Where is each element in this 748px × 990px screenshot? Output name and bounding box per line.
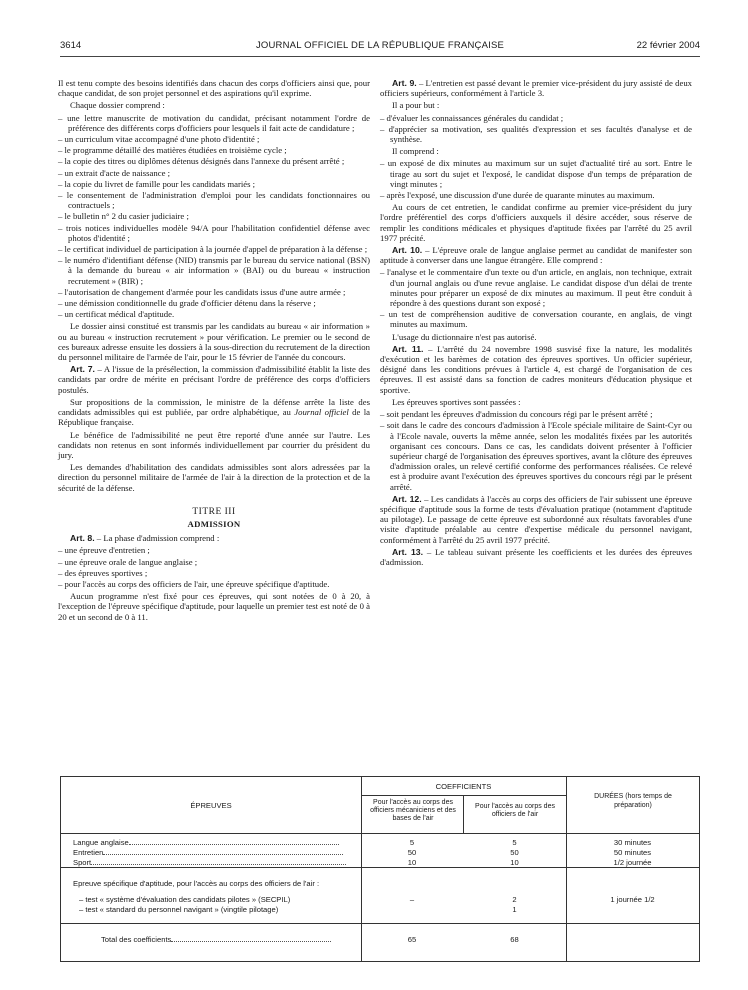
paragraph: Le bénéfice de l'admissibilité ne peut être reporté d'une année sur l'autre. Les candidats non retenus en sont informés individuellement par courrier du président du jury. [58, 429, 370, 460]
leader-dots [91, 864, 346, 865]
table-divider [463, 795, 464, 833]
text-run-italic: Journal officiel [294, 407, 349, 418]
total-row [101, 935, 358, 945]
article-label: Art. 11. [392, 343, 424, 354]
table-row-label [73, 858, 358, 868]
dossier-list [58, 113, 370, 320]
coefficients-table [60, 776, 700, 962]
list-item: – d'apprécier sa motivation, ses qualités d'expression et ses facultés d'analyse et de synthèse. [380, 124, 692, 144]
article-text: – L'arrêté du 24 novembre 1998 susvisé fixe la nature, les modalités d'exécution et les barèmes de cotation des épreuves sportives. Un officier supérieur, désigné dans les conditions prévues à l'article 4, est chargé de l'organisation de ces épreuves. Il est assisté dans sa fonction de cadres moniteurs d'éducation physique et sportive. [380, 343, 692, 395]
coef2-value: 5 [512, 838, 517, 847]
article-label: Art. 10. [392, 245, 423, 256]
article-label: Art. 7. [70, 364, 95, 375]
table-divider [361, 795, 566, 796]
column-header-durees: DURÉES (hors temps de préparation) [594, 793, 672, 809]
article-10 [380, 245, 692, 265]
english-list [380, 267, 692, 329]
leader-dots [103, 854, 343, 855]
right-column [380, 78, 692, 569]
list-item: – un curriculum vitae accompagné d'une photo d'identité ; [58, 134, 370, 144]
article-text: – L'épreuve orale de langue anglaise permet au candidat de manifester son aptitude à converser dans une langue étrangère. Elle comprend : [380, 245, 692, 266]
list-item: – l'analyse et le commentaire d'un texte ou d'un article, en anglais, non technique, extrait d'un journal anglais ou d'une revue anglaise. Le candidat dispose d'un délai de trente minutes pour préparer un exposé de dix minutes au maximum. Il peut être conduit à répondre à des questions durant son exposé ; [380, 267, 692, 308]
list-item: – une épreuve d'entretien ; [58, 545, 370, 555]
test-vingtile-label: – test « standard du personnel navigant » (vingtile pilotage) [79, 905, 279, 914]
list-item: – un extrait d'acte de naissance ; [58, 168, 370, 178]
text-run: de la République française. [58, 407, 370, 428]
article-7 [58, 364, 370, 395]
page-header [60, 40, 700, 54]
publication-date: 22 février 2004 [636, 40, 700, 51]
total-label: Total des coefficients [101, 935, 172, 944]
coef2-value: 10 [510, 858, 519, 867]
list-item: – un exposé de dix minutes au maximum sur un sujet d'actualité tiré au sort. Entre le tirage au sort du sujet et l'exposé, le candidat dispose d'un temps de préparation de vingt minutes ; [380, 158, 692, 189]
article-13 [380, 547, 692, 567]
article-8 [58, 533, 370, 543]
table-divider [361, 777, 362, 961]
test2-coef2-value: 1 [512, 905, 517, 914]
row-label: Langue anglaise [73, 838, 129, 847]
duration-value: 30 minutes [613, 838, 652, 847]
article-label: Art. 12. [392, 493, 422, 504]
column-header-coef-air: Pour l'accès au corps des officiers de l'air [475, 803, 555, 818]
article-text: – A l'issue de la présélection, la commission d'admissibilité établit la liste des candidats par ordre de mérite en précisant l'ordre de préférence des corps d'officiers postulés. [58, 364, 371, 395]
article-text: – La phase d'admission comprend : [96, 533, 220, 544]
list-item: – un certificat médical d'aptitude. [58, 309, 370, 319]
goals-list [380, 113, 692, 145]
list-item: – soit pendant les épreuves d'admission du concours régi par le présent arrêté ; [380, 409, 692, 419]
total-coef2-value: 68 [510, 935, 519, 944]
list-item: – trois notices individuelles modèle 94/A pour l'habilitation confidentiel défense avec photos d'identité ; [58, 223, 370, 243]
article-12 [380, 494, 692, 545]
section-title: TITRE III [192, 506, 236, 517]
article-label: Art. 13. [392, 546, 424, 557]
list-item: – après l'exposé, une discussion d'une durée de quarante minutes au maximum. [380, 190, 692, 200]
row-label: Entretien [73, 848, 104, 857]
list-item: – le certificat individuel de participation à la journée d'appel de préparation à la défense ; [58, 244, 370, 254]
journal-title: JOURNAL OFFICIEL DE LA RÉPUBLIQUE FRANÇAISE [255, 40, 505, 51]
column-header-epreuves: ÉPREUVES [190, 801, 232, 810]
paragraph [58, 397, 370, 428]
list-item: – des épreuves sportives ; [58, 568, 370, 578]
test-coef1-value: – [409, 895, 415, 904]
duration-value: 1/2 journée [613, 858, 652, 867]
list-item: – la copie du livret de famille pour les candidats mariés ; [58, 179, 370, 189]
article-text: – Le tableau suivant présente les coefficients et les durées des épreuves d'admission. [380, 546, 693, 567]
test-duration-value: 1 journée 1/2 [610, 895, 655, 904]
paragraph: Les demandes d'habilitation des candidats admissibles sont alors adressées par la direction du personnel militaire de l'armée de l'air à la direction de la protection et de la sécurité de la défense. [58, 462, 370, 493]
list-item: – une démission conditionnelle du grade d'officier détenu dans la réserve ; [58, 298, 370, 308]
article-text: – L'entretien est passé devant le premier vice-président du jury assisté de deux officiers supérieurs, conformément à l'article 3. [380, 78, 693, 99]
article-label: Art. 9. [392, 78, 417, 88]
coef1-value: 10 [407, 858, 417, 867]
column-header-coef-mecaniciens: Pour l'accès au corps des officiers mécaniciens et des bases de l'air [370, 799, 456, 822]
table-row-label [73, 838, 358, 848]
list-item: – le programme détaillé des matières étudiées en troisième cycle ; [58, 145, 370, 155]
duration-value: 50 minutes [613, 848, 652, 857]
table-divider [61, 923, 699, 924]
contents-list [380, 158, 692, 200]
test1-coef2-value: 2 [512, 895, 517, 904]
article-text: – Les candidats à l'accès au corps des officiers de l'air subissent une épreuve spécifique d'aptitude sous la forme de tests d'évaluation pratique (notamment d'aptitude au pilotage). Le passage de cette épreuve est subordonné aux résultats favorables d'une visite d'aptitude préalable au centre d'expertise médicale du personnel navigant, conformément à l'arrêté du 25 avril 1977 précité. [380, 493, 693, 545]
coef1-value: 50 [407, 848, 417, 857]
specifique-label: Epreuve spécifique d'aptitude, pour l'accès au corps des officiers de l'air : [73, 879, 320, 888]
coef2-value: 50 [510, 848, 519, 857]
section-subtitle: ADMISSION [187, 518, 241, 529]
coef1-value: 5 [409, 838, 415, 847]
list-item: – une épreuve orale de langue anglaise ; [58, 557, 370, 567]
list-item: – le consentement de l'administration d'emploi pour les candidats fonctionnaires ou contractuels ; [58, 190, 370, 210]
table-row-label [73, 848, 358, 858]
list-item: – pour l'accès au corps des officiers de l'air, une épreuve spécifique d'aptitude. [58, 579, 370, 589]
list-item: – le numéro d'identifiant défense (NID) transmis par le bureau du service national (BSN) à la demande du bureau « air information » (BAI) ou du bureau « instruction recrutement » (BIR) ; [58, 255, 370, 286]
row-label: Sport [73, 858, 92, 867]
paragraph: Chaque dossier comprend : [70, 100, 165, 111]
paragraph: Le dossier ainsi constitué est transmis par les candidats au bureau « air information » ou au bureau « instruction recrutement » pour vérification. Le premier ou le second de ces bureaux adresse ensuite les dossiers à la sous-direction du recrutement de la direction du personnel militaire de l'armée de l'air, pour le 15 février de l'année du concours. [58, 321, 370, 363]
test-secpil-label: – test « système d'évaluation des candidats pilotes » (SECPIL) [79, 895, 291, 904]
leader-dots [171, 941, 331, 942]
article-9 [380, 78, 692, 98]
paragraph: Aucun programme n'est fixé pour ces épreuves, qui sont notées de 0 à 20, à l'exception de l'épreuve spécifique d'aptitude, pour laquelle un premier test est noté de 0 à 20 et un second de 0 à 11. [58, 591, 370, 622]
paragraph: Il est tenu compte des besoins identifiés dans chacun des corps d'officiers ainsi que, pour chaque candidat, de son projet personnel et des aspirations qu'il exprime. [58, 78, 370, 99]
paragraph: L'usage du dictionnaire n'est pas autorisé. [392, 331, 537, 342]
table-divider [566, 777, 567, 961]
total-coef1-value: 65 [407, 935, 417, 944]
list-item: – une lettre manuscrite de motivation du candidat, précisant notamment l'ordre de préférence des différents corps d'officiers pour lesquels il fait acte de candidature ; [58, 113, 370, 133]
paragraph: Les épreuves sportives sont passées : [392, 396, 521, 407]
article-11 [380, 344, 692, 395]
table-divider [61, 833, 699, 834]
list-item: – soit dans le cadre des concours d'admission à l'Ecole spéciale militaire de Saint-Cyr ou à l'Ecole navale, ouverts la même année, selon les modalités fixées par les autorités organisant ces concours. Dans ce cas, les candidats doivent présenter à l'officier supérieur chargé de l'organisation des épreuves sportives, avant la clôture des épreuves d'admission orales, un relevé certifié conforme des performances réalisées. Ce relevé est à produire avant l'exécution des épreuves sportives du concours régi par le présent arrêté. [380, 420, 692, 491]
paragraph: Il a pour but : [392, 100, 440, 111]
list-item: – le bulletin n° 2 du casier judiciaire ; [58, 211, 370, 221]
list-item: – d'évaluer les connaissances générales du candidat ; [380, 113, 692, 123]
leader-dots [129, 844, 339, 845]
article-label: Art. 8. [70, 533, 95, 544]
header-rule [60, 56, 700, 57]
list-item: – la copie des titres ou diplômes détenus désignés dans l'annexe du présent arrêté ; [58, 156, 370, 166]
paragraph: Il comprend : [392, 146, 439, 157]
list-item: – l'autorisation de changement d'armée pour les candidats issus d'une autre armée ; [58, 287, 370, 297]
column-header-coefficients: COEFFICIENTS [435, 782, 492, 791]
list-item: – un test de compréhension auditive de conversation courante, en anglais, de vingt minutes au maximum. [380, 309, 692, 329]
left-column [58, 78, 370, 624]
text-run: Sur propositions de la commission, le ministre de la défense arrête la liste des candidats admissibles qui est publiée, par ordre alphabétique, au [58, 396, 370, 418]
sports-list [380, 409, 692, 492]
admission-list [58, 545, 370, 589]
page-number: 3614 [60, 40, 82, 51]
paragraph: Au cours de cet entretien, le candidat confirme au premier vice-président du jury l'ordre préférentiel des corps d'officiers auxquels il désire accéder, sous réserve de remplir les conditions médicales et physiques d'aptitude fixées par l'arrêté du 25 avril 1977 précité. [380, 202, 692, 243]
